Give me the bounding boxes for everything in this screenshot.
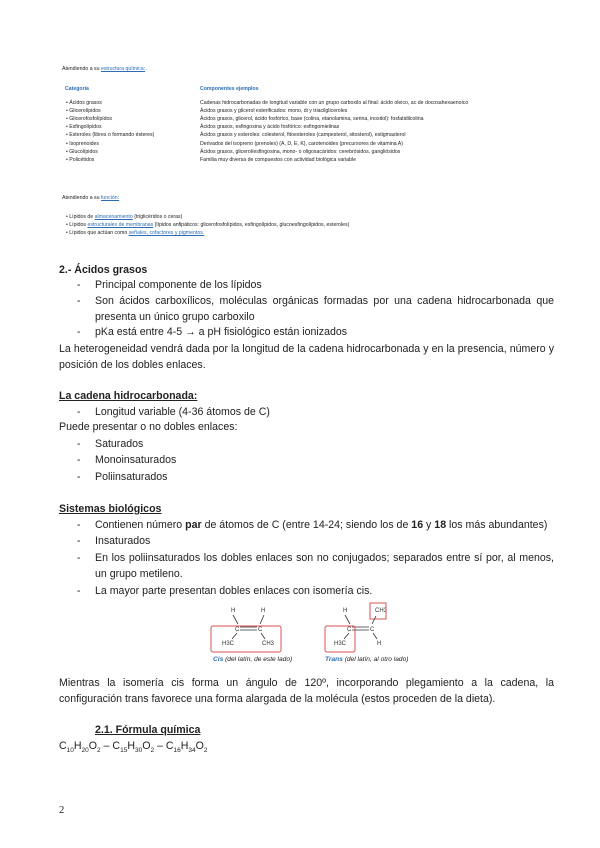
bond xyxy=(232,633,237,639)
text-span: y xyxy=(426,519,432,531)
function-item-suffix: (lípidos anfipáticos: glicerofosfolípidos, esfingolípidos, glucoesfingolípidos, esteroles) xyxy=(154,222,350,228)
cis-h-right: H xyxy=(261,608,266,614)
dash-bullet: - xyxy=(77,406,81,418)
function-item-link: estructurales de membranas xyxy=(87,222,154,228)
function-item-1: • Lípidos de almacenamiento (triglicéridos o ceras) xyxy=(66,214,183,220)
trans-h-right: H xyxy=(377,641,382,647)
chain-length-text: Longitud variable (4-36 átomos de C) xyxy=(95,406,270,418)
table-row-category: • Ácidos grasos xyxy=(66,100,102,106)
function-item-prefix: Lípidos de xyxy=(69,214,94,220)
table-row-components: Ácidos grasos y esteroles: colesterol, fitoesteroles (campesterol, sitosterol), estigmasterol xyxy=(200,132,406,139)
chain-type: Poliinsaturados xyxy=(95,471,168,483)
dash-bullet: - xyxy=(77,454,81,466)
structure-heading-link: estructura química: xyxy=(100,66,146,72)
table-row-category: • Glicerolípidos xyxy=(66,108,101,115)
function-heading-prefix: Atendiendo a su xyxy=(62,195,100,201)
cis-caption-rest: (del latín, de este lado) xyxy=(225,656,293,663)
bio-bullet-polyunsaturated: En los poliinsaturados los dobles enlaces son no conjugados; separados entre sí por, al menos, un grupo metileno. xyxy=(95,552,554,580)
bold-18: 18 xyxy=(434,519,447,531)
bio-bullet-unsaturated: Insaturados xyxy=(95,535,151,547)
function-heading xyxy=(62,195,119,201)
section-title: 2.- Ácidos grasos xyxy=(59,264,148,276)
table-row-category: • Esteroles (libres o formando ésteres) xyxy=(66,132,155,139)
dash-bullet: - xyxy=(77,295,81,307)
table-row-category: • Glucolípidos xyxy=(66,148,98,155)
function-item-link: almacenamiento xyxy=(94,214,133,220)
cis-c-right: C xyxy=(258,627,263,633)
trans-h-left: H xyxy=(343,608,348,614)
table-row-components: Ácidos grasos, esfingosina y ácido fosfórico: esfingomielinas xyxy=(200,124,340,131)
trans-c-right: C xyxy=(370,627,375,633)
table-row-category: • Policétidos xyxy=(66,156,95,163)
structure-heading-prefix: Atendiendo a su xyxy=(62,66,100,72)
page-number: 2 xyxy=(59,805,65,816)
table-row-components: Ácidos grasos, glicerol, ácido fosfórico, base (colina, etanolamina, serina, inositol): fosfatidilcolina xyxy=(200,116,424,123)
isomer-paragraph: Mientras la isomería cis forma un ángulo de 120º, incorporando plegamiento a la cadena, la configuración trans favorece una forma alargada de la molécula (estos proceden de la dieta). xyxy=(59,677,554,705)
dash-bullet: - xyxy=(77,535,81,547)
dash-bullet: - xyxy=(77,552,81,564)
trans-ch3: CH3 xyxy=(375,608,388,614)
dash-bullet: - xyxy=(77,438,81,450)
cis-word: Cis xyxy=(213,656,224,663)
cis-h-left: H xyxy=(231,608,236,614)
table-row-components: Ácidos grasos, glicerol/esfingosina, mono- o oligosacáridos: cerebrósidos, gangliósidos xyxy=(200,148,401,155)
chain-intro: Puede presentar o no dobles enlaces: xyxy=(59,421,238,433)
bond xyxy=(372,616,376,624)
bullet-text: Principal componente de los lípidos xyxy=(95,279,262,291)
trans-caption xyxy=(325,656,408,663)
trans-h3c: H3C xyxy=(334,641,347,647)
dash-bullet: - xyxy=(77,326,81,338)
dash-bullet: - xyxy=(77,279,81,291)
bold-16: 16 xyxy=(411,519,424,531)
bond xyxy=(260,615,264,624)
bond xyxy=(261,633,265,639)
trans-word: Trans xyxy=(325,656,343,663)
function-item-prefix: Lípidos que actúan como xyxy=(69,230,128,236)
table-row-components: Ácidos grasos y glicerol esterificados: mono, di y triacilgliceroles xyxy=(200,108,348,115)
col-header-category: Categoría xyxy=(65,86,89,92)
dash-bullet: - xyxy=(77,471,81,483)
cis-ch3: CH3 xyxy=(262,641,275,647)
function-heading-link: función: xyxy=(100,195,120,201)
cis-h3c: H3C xyxy=(222,641,235,647)
heterogeneity-paragraph: La heterogeneidad vendrá dada por la longitud de la cadena hidrocarbonada y en la presencia, número y posición de los dobles enlaces. xyxy=(59,343,554,371)
bullet-text: Son ácidos carboxílicos, moléculas orgánicas formadas por una cadena hidrocarbonada que presenta un único grupo carboxilo xyxy=(95,295,554,323)
table-row-components: Familia muy diversa de compuestos con actividad biológica variable xyxy=(200,156,356,163)
formula-rendered: $C_{10}H_{20}O_2 - C_{15}H_{30}O_2 - C_{16}H_{34}O_2$ xyxy=(59,740,208,755)
text-span: de átomos de C (entre 14-24; siendo los de xyxy=(204,519,409,531)
trans-c-left: C xyxy=(347,627,352,633)
table-row-components: Derivados del isopreno (prenoles) (A, D, E, K), carotenoides (precursores de vitamina A) xyxy=(200,140,403,147)
table-row-components: Cadenas hidrocarbonadas de longitud variable con un grupo carboxilo al final: ácido oleico, ac de docosahexaenoico xyxy=(200,100,469,106)
formula-title: 2.1. Fórmula química xyxy=(95,724,201,736)
bond xyxy=(233,615,238,624)
text-span: los más abundantes) xyxy=(449,519,548,531)
bullet-text: pKa está entre 4-5 → a pH fisiológico están ionizados xyxy=(95,326,348,338)
function-item-2: • Lípidos estructurales de membranas (lípidos anfipáticos: glicerofosfolípidos, esfingolípidos, glucoesfingolípidos, esteroles) xyxy=(66,222,350,228)
bio-bullet-cis: La mayor parte presentan dobles enlaces con isomería cis. xyxy=(95,585,373,597)
structure-heading xyxy=(62,66,145,72)
bio-title: Sistemas biológicos xyxy=(59,503,162,515)
function-item-3: • Lípidos que actúan como señales, cofactores y pigmentos. xyxy=(66,230,205,236)
dash-bullet: - xyxy=(77,585,81,597)
bio-bullet-even-carbons xyxy=(95,518,547,533)
function-item-link: señales, cofactores y pigmentos. xyxy=(128,230,205,236)
table-row-category: • Isoprenoides xyxy=(66,140,99,147)
bold-par: par xyxy=(185,519,202,531)
chain-type: Saturados xyxy=(95,438,144,450)
dash-bullet: - xyxy=(77,519,81,531)
chain-type: Monoinsaturados xyxy=(95,454,177,466)
table-row-category: • Glicerofosfolípidos xyxy=(66,116,112,123)
formula-text xyxy=(59,739,208,758)
function-item-prefix: Lípidos xyxy=(69,222,86,228)
function-item-suffix: (triglicéridos o ceras) xyxy=(134,214,183,220)
bond xyxy=(345,615,350,624)
chain-title: La cadena hidrocarbonada: xyxy=(59,390,198,402)
trans-caption-rest: (del latín, al otro lado) xyxy=(344,656,409,663)
col-header-components: Componentes ejemplos xyxy=(200,86,259,92)
table-row-category: • Esfingolípidos xyxy=(66,124,102,131)
text-span: Contienen número xyxy=(95,519,183,531)
bond xyxy=(373,633,377,639)
bond xyxy=(344,633,349,639)
cis-caption xyxy=(213,656,292,663)
cis-c-left: C xyxy=(235,627,240,633)
